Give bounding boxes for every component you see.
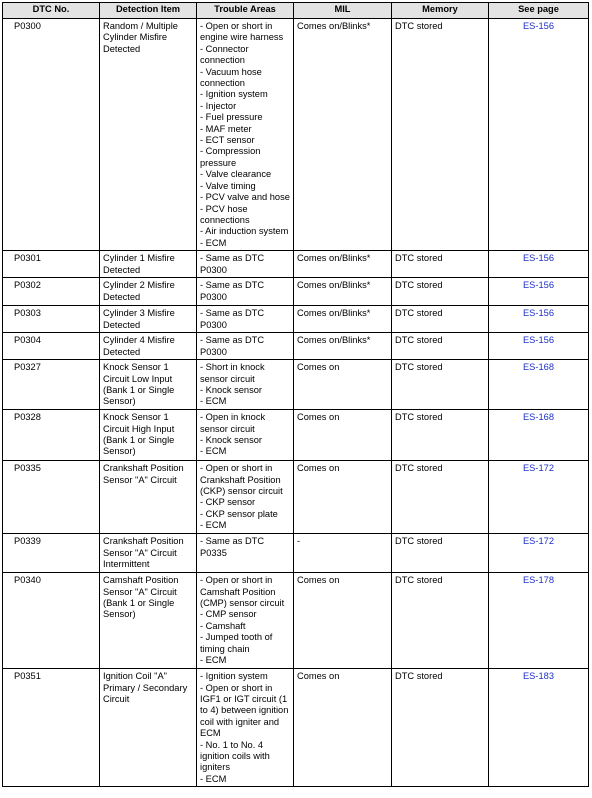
table-row [3,669,589,787]
trouble-area-line: - ECM [200,237,227,248]
detection-item-cell: Ignition Coil "A" Primary / Secondary Circuit [100,669,197,787]
trouble-area-line: - Open or short in Camshaft Position (CMP) sensor circuit [200,575,285,608]
trouble-areas-cell [197,251,294,278]
table-row [3,306,589,333]
dtc-code-cell: P0327 [3,360,100,410]
memory-cell: DTC stored [392,573,489,669]
trouble-area-line: - Air induction system [200,226,289,237]
see-page-cell [489,573,589,669]
mil-cell: Comes on [294,461,392,534]
trouble-area-line: - No. 1 to No. 4 ignition coils with igniters [200,739,270,773]
trouble-area-line: - MAF meter [200,123,252,134]
dtc-code-cell: P0301 [3,251,100,278]
trouble-areas-cell [197,534,294,573]
trouble-area-line: - Camshaft [200,620,246,631]
see-page-cell [489,669,589,787]
table-row [3,534,589,573]
memory-cell: DTC stored [392,534,489,573]
mil-cell: Comes on/Blinks* [294,333,392,360]
memory-cell: DTC stored [392,461,489,534]
trouble-area-line: - Open or short in Crankshaft Position (CKP) sensor circuit [200,463,283,496]
trouble-area-line: - Short in knock sensor circuit [200,362,265,384]
trouble-area-line: - PCV hose connections [200,203,250,225]
trouble-areas-cell [197,333,294,360]
table-row [3,360,589,410]
trouble-area-line: - Same as DTC P0300 [200,308,265,330]
see-page-cell [489,333,589,360]
header-memory: Memory [392,3,489,19]
trouble-area-line: - Same as DTC P0335 [200,536,265,558]
dtc-table-body [3,19,589,787]
detection-item-cell: Cylinder 2 Misfire Detected [100,278,197,306]
trouble-area-line: - Knock sensor [200,384,263,395]
see-page-link[interactable]: ES-168 [522,412,554,423]
see-page-link[interactable]: ES-156 [522,253,554,264]
detection-item-cell: Crankshaft Position Sensor "A" Circuit Intermittent [100,534,197,573]
trouble-areas-cell [197,278,294,306]
trouble-area-line: - Injector [200,100,237,111]
trouble-area-line: - CMP sensor [200,609,257,620]
see-page-cell [489,410,589,461]
trouble-area-line: - Valve clearance [200,169,272,180]
trouble-areas-cell [197,19,294,251]
trouble-area-line: - Ignition system [200,671,268,682]
see-page-link[interactable]: ES-178 [522,575,554,586]
detection-item-cell: Knock Sensor 1 Circuit Low Input (Bank 1 or Single Sensor) [100,360,197,410]
see-page-link[interactable]: ES-172 [522,463,554,474]
header-mil: MIL [294,3,392,19]
trouble-area-line: - Connector connection [200,43,249,66]
table-row [3,278,589,306]
header-dtc-no: DTC No. [3,3,100,19]
mil-cell: Comes on/Blinks* [294,19,392,251]
mil-cell: Comes on [294,360,392,410]
mil-cell: Comes on/Blinks* [294,306,392,333]
dtc-code-cell: P0335 [3,461,100,534]
trouble-area-line: - Vacuum hose connection [200,66,262,89]
mil-cell: Comes on/Blinks* [294,251,392,278]
trouble-area-line: - ECM [200,520,227,531]
see-page-link[interactable]: ES-183 [522,671,554,682]
trouble-areas-cell [197,410,294,461]
trouble-area-line: - ECM [200,654,227,665]
dtc-code-cell: P0303 [3,306,100,333]
mil-cell: - [294,534,392,573]
memory-cell: DTC stored [392,410,489,461]
table-row [3,573,589,669]
trouble-area-line: - Valve timing [200,180,256,191]
trouble-areas-cell [197,669,294,787]
dtc-table [2,2,589,787]
trouble-area-line: - Same as DTC P0300 [200,280,265,302]
detection-item-cell: Knock Sensor 1 Circuit High Input (Bank 1 or Single Sensor) [100,410,197,461]
trouble-areas-cell [197,360,294,410]
dtc-code-cell: P0300 [3,19,100,251]
see-page-cell [489,251,589,278]
detection-item-cell: Cylinder 4 Misfire Detected [100,333,197,360]
detection-item-cell: Crankshaft Position Sensor "A" Circuit [100,461,197,534]
trouble-area-line: - ECM [200,396,227,407]
memory-cell: DTC stored [392,251,489,278]
trouble-area-line: - Jumped tooth of timing chain [200,632,273,654]
trouble-area-line: - Same as DTC P0300 [200,335,265,357]
trouble-area-line: - Compression pressure [200,146,261,168]
memory-cell: DTC stored [392,360,489,410]
memory-cell: DTC stored [392,278,489,306]
see-page-link[interactable]: ES-156 [522,308,554,319]
memory-cell: DTC stored [392,19,489,251]
mil-cell: Comes on [294,410,392,461]
trouble-areas-cell [197,573,294,669]
trouble-area-line: - ECM [200,773,227,784]
header-see-page: See page [489,3,589,19]
see-page-cell [489,306,589,333]
mil-cell: Comes on [294,573,392,669]
trouble-area-line: - Open or short in engine wire harness [200,21,284,43]
trouble-area-line: - Same as DTC P0300 [200,253,265,275]
dtc-code-cell: P0351 [3,669,100,787]
see-page-link[interactable]: ES-168 [522,362,554,373]
trouble-area-line: - PCV valve and hose [200,192,290,203]
see-page-link[interactable]: ES-156 [522,21,554,31]
see-page-cell [489,278,589,306]
trouble-area-line: - Open in knock sensor circuit [200,412,266,434]
see-page-cell [489,461,589,534]
see-page-link[interactable]: ES-156 [522,280,554,291]
see-page-cell [489,534,589,573]
header-row [3,3,589,19]
trouble-area-line: - CKP sensor plate [200,508,278,519]
trouble-area-line: - Open or short in IGF1 or IGT circuit (1 to 4) between ignition coil with igniter and ECM [200,682,289,739]
trouble-area-line: - CKP sensor [200,497,256,508]
detection-item-cell: Cylinder 3 Misfire Detected [100,306,197,333]
mil-cell: Comes on/Blinks* [294,278,392,306]
table-row [3,251,589,278]
table-row [3,19,589,251]
dtc-code-cell: P0339 [3,534,100,573]
mil-cell: Comes on [294,669,392,787]
memory-cell: DTC stored [392,333,489,360]
trouble-area-line: - ECM [200,446,227,457]
see-page-cell [489,360,589,410]
trouble-areas-cell [197,306,294,333]
table-row [3,410,589,461]
memory-cell: DTC stored [392,669,489,787]
dtc-code-cell: P0340 [3,573,100,669]
see-page-link[interactable]: ES-172 [522,536,554,547]
detection-item-cell: Random / Multiple Cylinder Misfire Detected [100,19,197,251]
trouble-area-line: - Knock sensor [200,434,263,445]
table-row [3,333,589,360]
dtc-code-cell: P0328 [3,410,100,461]
trouble-area-line: - ECT sensor [200,135,255,146]
trouble-area-line: - Ignition system [200,89,268,100]
table-row [3,461,589,534]
detection-item-cell: Cylinder 1 Misfire Detected [100,251,197,278]
memory-cell: DTC stored [392,306,489,333]
header-detection-item: Detection Item [100,3,197,19]
see-page-link[interactable]: ES-156 [522,335,554,346]
detection-item-cell: Camshaft Position Sensor "A" Circuit (Bank 1 or Single Sensor) [100,573,197,669]
dtc-code-cell: P0302 [3,278,100,306]
trouble-area-line: - Fuel pressure [200,112,263,123]
trouble-areas-cell [197,461,294,534]
header-trouble-areas: Trouble Areas [197,3,294,19]
dtc-code-cell: P0304 [3,333,100,360]
see-page-cell [489,19,589,251]
